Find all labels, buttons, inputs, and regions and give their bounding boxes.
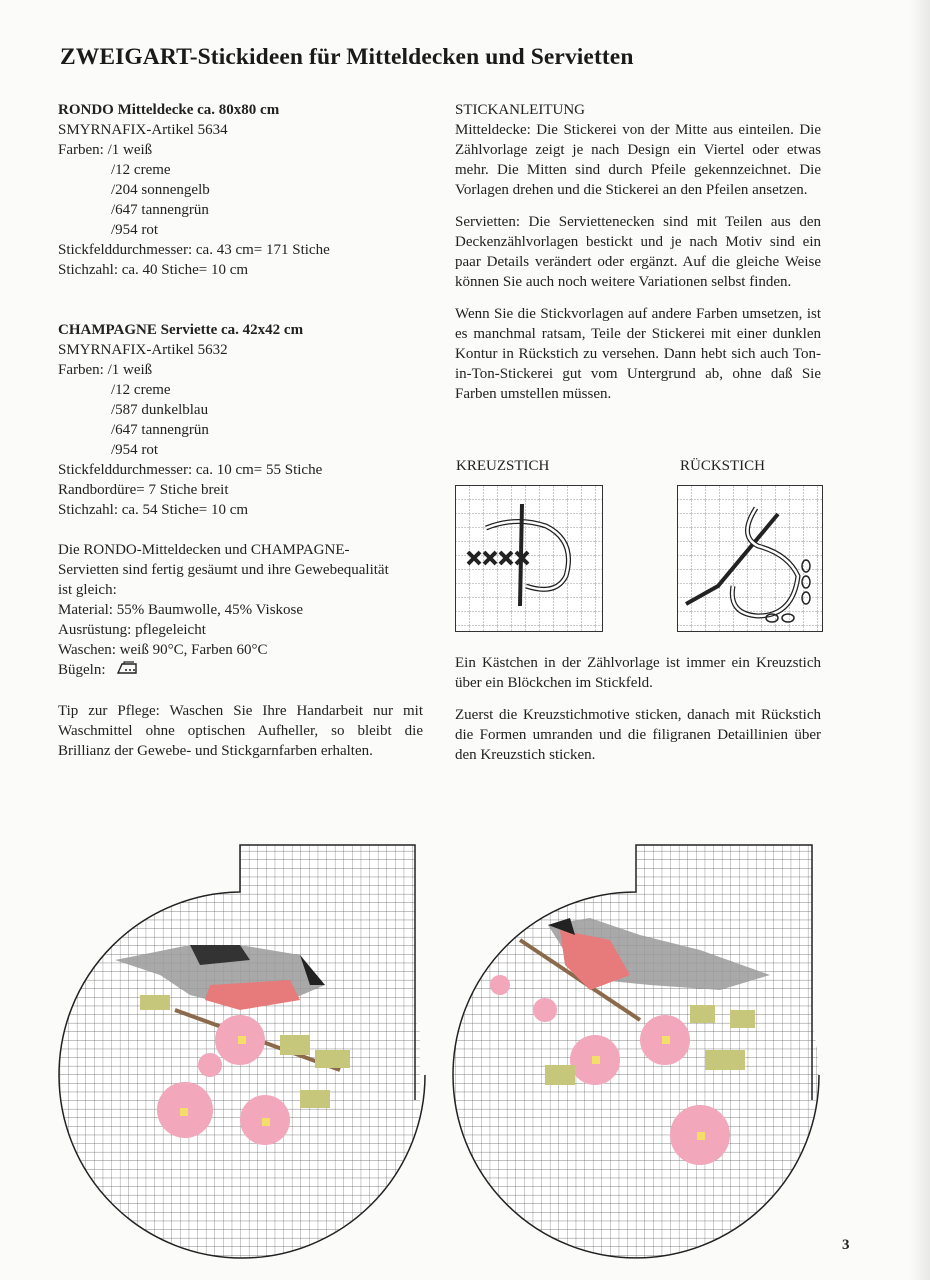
champagne-stitch-count: Stichzahl: ca. 54 Stiche= 10 cm — [58, 502, 249, 518]
rondo-color: /12 creme — [111, 162, 171, 178]
cross-stitch-label: KREUZSTICH — [456, 458, 550, 474]
champagne-color: /954 rot — [111, 442, 159, 458]
rondo-heading: RONDO Mitteldecke ca. 80x80 cm — [58, 102, 280, 118]
rondo-color: /954 rot — [111, 222, 159, 238]
rondo-color: /647 tannengrün — [111, 202, 209, 218]
chart-champagne-bird — [440, 840, 820, 1260]
rondo-stitch-count: Stichzahl: ca. 40 Stiche= 10 cm — [58, 262, 249, 278]
champagne-heading: CHAMPAGNE Serviette ca. 42x42 cm — [58, 322, 304, 338]
instructions-paragraph: Zuerst die Kreuzstichmotive sticken, danach mit Rückstich die Formen umranden und die filigranen Detaillinien über den Kreuzstich sticken. — [455, 707, 821, 763]
champagne-diameter: Stickfelddurchmesser: ca. 10 cm= 55 Stiche — [58, 462, 323, 478]
care-finish: Ausrüstung: pflegeleicht — [58, 622, 206, 638]
care-tip: Tip zur Pflege: Waschen Sie Ihre Handarbeit nur mit Waschmittel ohne optischen Aufheller, so bleibt die Brillianz der Gewebe- und Stickgarnfarben erhalten. — [58, 702, 423, 759]
champagne-color: /647 tannengrün — [111, 422, 209, 438]
rondo-colors-label: Farben: /1 weiß — [58, 142, 153, 158]
care-material: Material: 55% Baumwolle, 45% Viskose — [58, 602, 304, 618]
instructions-paragraph: Mitteldecke: Die Stickerei von der Mitte aus einteilen. Die Zählvorlage zeigt je nach Design ein Viertel oder etwas mehr. Die Mitten sind durch Pfeile gekennzeichnet. Die Vorlagen drehen und die Stickerei an den Pfeilen ansetzen. — [455, 122, 821, 198]
ironing-label: Bügeln: — [58, 662, 106, 678]
rondo-color: /204 sonnengelb — [111, 182, 210, 198]
champagne-article: SMYRNAFIX-Artikel 5632 — [58, 342, 228, 358]
care-washing: Waschen: weiß 90°C, Farben 60°C — [58, 642, 268, 658]
rondo-article: SMYRNAFIX-Artikel 5634 — [58, 122, 228, 138]
back-stitch-label: RÜCKSTICH — [680, 458, 766, 474]
care-intro: ist gleich: — [58, 582, 117, 598]
champagne-color: /12 creme — [111, 382, 171, 398]
chart-rondo-bird — [50, 840, 425, 1260]
care-intro: Servietten sind fertig gesäumt und ihre Gewebequalität — [58, 562, 389, 578]
champagne-colors-label: Farben: /1 weiß — [58, 362, 153, 378]
instructions-paragraph: Servietten: Die Serviettenecken sind mit Teilen aus den Deckenzählvorlagen bestickt und je nach Motiv sind ein paar Details verändert oder ergänzt. Auf die gleiche Weise können Sie auch noch weitere Variationen selbst finden. — [455, 214, 821, 290]
instructions-paragraph: Wenn Sie die Stickvorlagen auf andere Farben umsetzen, ist es manchmal ratsam, Teile der Stickerei mit einer dunklen Kontur in Rückstich zu versehen. Dann hebt sich auch Ton-in-Ton-Stickerei gut vom Untergrund ab, ohne daß Sie Farben umstellen müssen. — [455, 306, 821, 402]
instructions-heading: STICKANLEITUNG — [455, 102, 585, 118]
care-intro: Die RONDO-Mitteldecken und CHAMPAGNE- — [58, 542, 350, 558]
champagne-border: Randbordüre= 7 Stiche breit — [58, 482, 229, 498]
champagne-color: /587 dunkelblau — [111, 402, 209, 418]
page-title: ZWEIGART-Stickideen für Mitteldecken und Servietten — [60, 44, 634, 70]
rondo-diameter: Stickfelddurchmesser: ca. 43 cm= 171 Stiche — [58, 242, 330, 258]
instructions-paragraph: Ein Kästchen in der Zählvorlage ist immer ein Kreuzstich über ein Blöckchen im Stickfeld. — [455, 655, 821, 691]
page-number: 3 — [842, 1237, 850, 1253]
